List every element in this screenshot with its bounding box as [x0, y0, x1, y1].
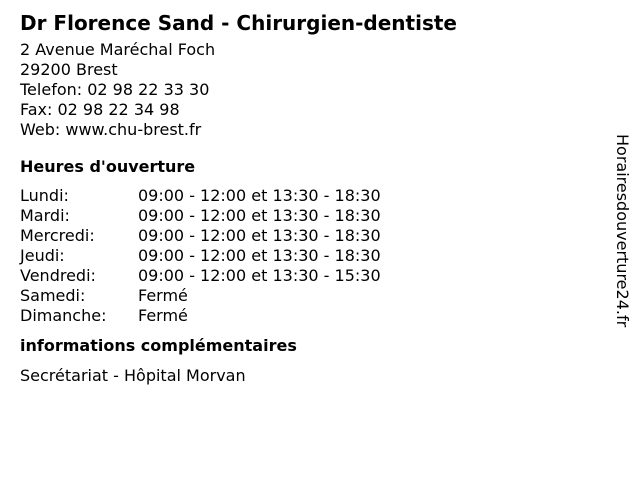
info-text: Secrétariat - Hôpital Morvan: [20, 366, 246, 385]
hours-row-samedi: [20, 286, 600, 306]
hours-row-mardi: [20, 206, 600, 226]
hours-row-dimanche: [20, 306, 600, 326]
day-label: Vendredi:: [20, 266, 96, 285]
hours-value: 09:00 - 12:00 et 13:30 - 18:30: [138, 246, 381, 265]
day-label: Mercredi:: [20, 226, 95, 245]
hours-heading: Heures d'ouverture: [20, 157, 196, 176]
day-label: Lundi:: [20, 186, 69, 205]
hours-row-vendredi: [20, 266, 600, 286]
page-title: Dr Florence Sand - Chirurgien-dentiste: [20, 11, 457, 35]
hours-value: 09:00 - 12:00 et 13:30 - 15:30: [138, 266, 381, 285]
website-link[interactable]: Web: www.chu-brest.fr: [20, 120, 202, 139]
address-block: [20, 40, 600, 140]
phone-number[interactable]: Telefon: 02 98 22 33 30: [20, 80, 210, 99]
fax-number: Fax: 02 98 22 34 98: [20, 100, 180, 119]
site-watermark: [612, 134, 636, 374]
opening-hours-table: [20, 186, 600, 326]
hours-value: 09:00 - 12:00 et 13:30 - 18:30: [138, 226, 381, 245]
practice-card: [20, 10, 600, 386]
day-label: Jeudi:: [20, 246, 65, 265]
hours-row-lundi: [20, 186, 600, 206]
hours-row-jeudi: [20, 246, 600, 266]
day-label: Mardi:: [20, 206, 70, 225]
hours-value: 09:00 - 12:00 et 13:30 - 18:30: [138, 206, 381, 225]
address-street: 2 Avenue Maréchal Foch: [20, 40, 216, 59]
hours-value: 09:00 - 12:00 et 13:30 - 18:30: [138, 186, 381, 205]
address-city: 29200 Brest: [20, 60, 118, 79]
hours-value: Fermé: [138, 306, 188, 325]
hours-value: Fermé: [138, 286, 188, 305]
info-heading: informations complémentaires: [20, 336, 297, 355]
watermark-text: Horairesdouverture24.fr: [613, 134, 632, 328]
hours-row-mercredi: [20, 226, 600, 246]
day-label: Samedi:: [20, 286, 86, 305]
day-label: Dimanche:: [20, 306, 107, 325]
